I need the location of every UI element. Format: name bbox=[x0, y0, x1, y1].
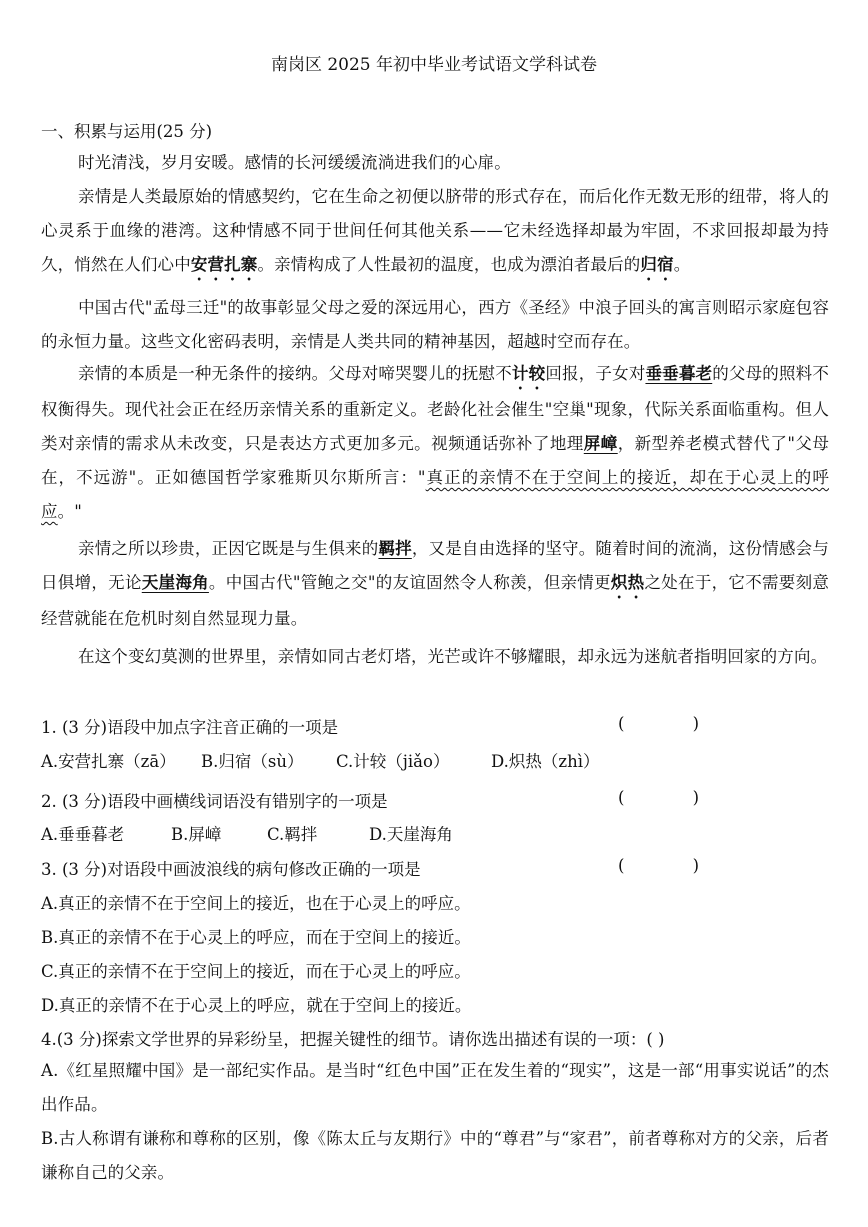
q3-option-c[interactable]: C.真正的亲情不在于空间上的接近，而在于心灵上的呼应。 bbox=[41, 962, 471, 981]
underlined-word-pingzhang: 屏嶂 bbox=[583, 434, 618, 453]
passage-paragraph-4: 亲情的本质是一种无条件的接纳。父母对啼哭婴儿的抚慰不计较回报，子女对垂垂暮老的父母的照料不权衡得失。现代社会正在经历亲情关系的重新定义。老龄化社会催生"空巢"现象，代际关系面临重构。但人类对亲情的需求从未改变，只是表达方式更加多元。视频通话弥补了地理屏嶂，新型养老模式替代了"父母在，不远游"。正如德国哲学家雅斯贝尔斯所言："真正的亲情不在于空间上的接近，却在于心灵上的呼应。" bbox=[41, 364, 829, 521]
underlined-word-chuichui-mulao: 垂垂暮老 bbox=[645, 364, 713, 383]
dotted-word-jijiao: 计较 bbox=[511, 364, 546, 383]
q4-option-b[interactable]: B.古人称谓有谦称和尊称的区别，像《陈太丘与友期行》中的“尊君”与“家君”，前者尊称对方的父亲，后者谦称自己的父亲。 bbox=[41, 1129, 829, 1182]
dotted-word-anying-zhazhai: 安营扎寨 bbox=[190, 255, 258, 274]
wavy-underlined-sentence: 真正的亲情不在于空间上的接近，却在于心灵上的呼应 bbox=[41, 468, 829, 521]
q3-option-b[interactable]: B.真正的亲情不在于心灵上的呼应，而在于空间上的接近。 bbox=[41, 928, 471, 947]
q1-option-b[interactable]: B.归宿（sù） bbox=[201, 752, 304, 771]
q1-options bbox=[41, 748, 599, 772]
q1-stem: 1. (3 分)语段中加点字注音正确的一项是 bbox=[41, 718, 339, 737]
q1-option-c[interactable]: C.计较（jiǎo） bbox=[336, 752, 450, 771]
passage-paragraph-2: 亲情是人类最原始的情感契约，它在生命之初便以脐带的形式存在，而后化作无数无形的纽带，将人的心灵系于血缘的港湾。这种情感不同于世间任何其他关系——它未经选择却最为牢固，不求回报却最为持久，悄然在人们心中安营扎寨。亲情构成了人性最初的温度，也成为漂泊者最后的归宿。 bbox=[41, 187, 829, 274]
q3-option-a[interactable]: A.真正的亲情不在于空间上的接近，也在于心灵上的呼应。 bbox=[41, 894, 471, 913]
q2-option-a[interactable]: A.垂垂暮老 bbox=[41, 825, 125, 844]
passage-paragraph-6: 在这个变幻莫测的世界里，亲情如同古老灯塔，光芒或许不够耀眼，却永远为迷航者指明回家的方向。 bbox=[78, 647, 828, 666]
underlined-word-jiban: 羁拌 bbox=[378, 539, 412, 558]
q2-stem: 2. (3 分)语段中画横线词语没有错别字的一项是 bbox=[41, 792, 388, 811]
q2-option-c[interactable]: C.羁拌 bbox=[267, 825, 318, 844]
q4-stem: 4.(3 分)探索文学世界的异彩纷呈，把握关键性的细节。请你选出描述有误的一项：( ) bbox=[41, 1030, 665, 1049]
q3-stem: 3. (3 分)对语段中画波浪线的病句修改正确的一项是 bbox=[41, 860, 421, 879]
section-heading: 一、积累与运用(25 分) bbox=[41, 122, 213, 141]
q3-option-d[interactable]: D.真正的亲情不在于心灵上的呼应，就在于空间上的接近。 bbox=[41, 996, 472, 1015]
passage-paragraph-1: 时光清浅，岁月安暖。感情的长河缓缓流淌进我们的心扉。 bbox=[78, 153, 511, 172]
q1-option-d[interactable]: D.炽热（zhì） bbox=[491, 752, 600, 771]
dotted-word-guisu: 归宿 bbox=[640, 255, 674, 274]
q3-answer-blank[interactable]: ( ) bbox=[618, 856, 700, 875]
passage-paragraph-3: 中国古代"孟母三迁"的故事彰显父母之爱的深远用心，西方《圣经》中浪子回头的寓言则昭示家庭包容的永恒力量。这些文化密码表明，亲情是人类共同的精神基因，超越时空而存在。 bbox=[41, 298, 829, 351]
underlined-word-tianya-haijiao: 天崖海角 bbox=[141, 573, 209, 592]
passage-paragraph-5: 亲情之所以珍贵，正因它既是与生俱来的羁拌，又是自由选择的坚守。随着时间的流淌，这份情感会与日俱增，无论天崖海角。中国古代"管鲍之交"的友谊固然令人称羡，但亲情更炽热之处在于，它不需要刻意经营就能在危机时刻自然显现力量。 bbox=[41, 539, 830, 628]
q4-option-a[interactable]: A.《红星照耀中国》是一部纪实作品。是当时“红色中国”正在发生着的“现实”，这是一部“用事实说话”的杰出作品。 bbox=[41, 1061, 829, 1114]
q2-answer-blank[interactable]: ( ) bbox=[618, 788, 700, 807]
q1-answer-blank[interactable]: ( ) bbox=[618, 714, 700, 733]
dotted-word-chire: 炽热 bbox=[610, 573, 645, 592]
exam-title: 南岗区 2025 年初中毕业考试语文学科试卷 bbox=[270, 55, 598, 75]
q2-option-b[interactable]: B.屏嶂 bbox=[171, 825, 222, 844]
q1-option-a[interactable]: A.安营扎寨（zā） bbox=[41, 752, 176, 771]
q2-options bbox=[41, 821, 453, 845]
q2-option-d[interactable]: D.天崖海角 bbox=[369, 825, 453, 844]
